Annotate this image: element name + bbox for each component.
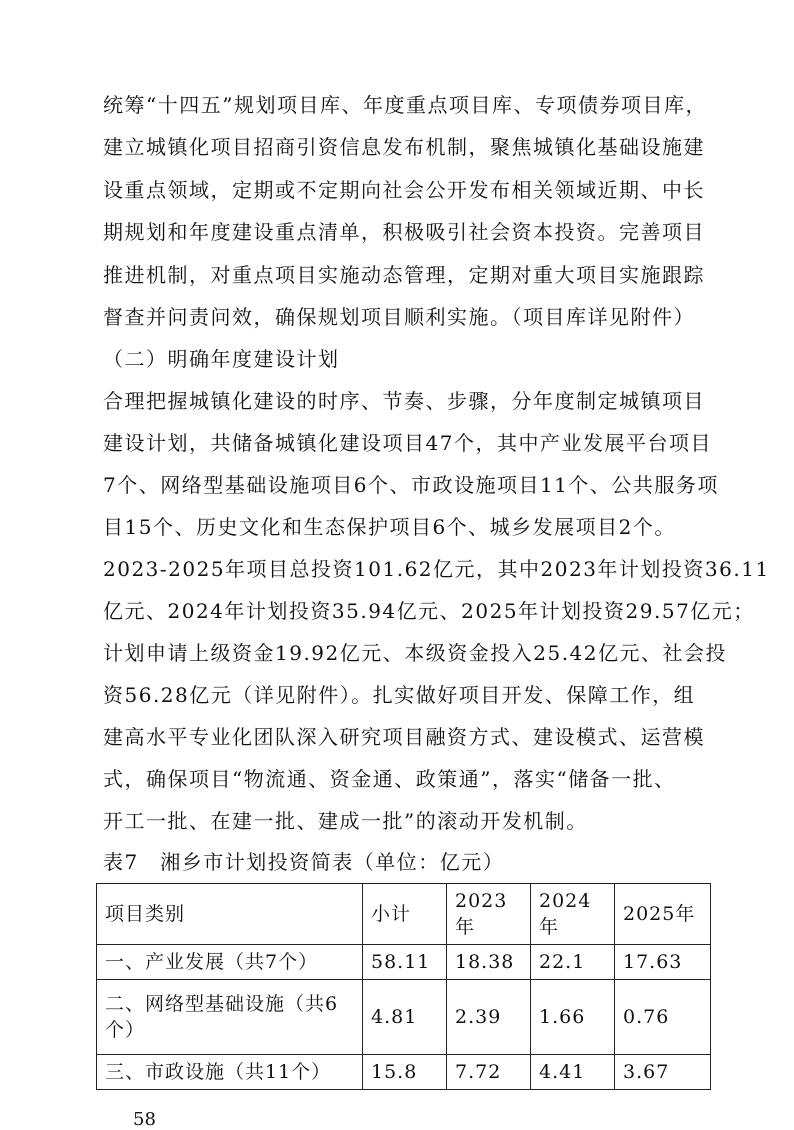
section-heading: （二）明确年度建设计划 [103, 347, 340, 371]
paragraph-line: 建立城镇化项目招商引资信息发布机制，聚焦城镇化基础设施建 [103, 135, 705, 159]
paragraph-line: 亿元、2024年计划投资35.94亿元、2025年计划投资29.57亿元； [103, 599, 755, 623]
paragraph-line: 7个、网络型基础设施项目6个、市政设施项目11个、公共服务项 [103, 473, 719, 497]
table-row [97, 1055, 711, 1090]
row-category: 三、市政设施（共11个） [97, 1055, 363, 1090]
row-subtotal: 15.8 [363, 1055, 447, 1090]
paragraph-line: 2023-2025年项目总投资101.62亿元，其中2023年计划投资36.11 [103, 557, 770, 581]
row-subtotal: 58.11 [363, 945, 447, 980]
row-2023: 2.39 [447, 980, 531, 1055]
paragraph-line: 式，确保项目“物流通、资金通、政策通”，落实“储备一批、 [103, 767, 676, 791]
table-caption: 表7 湘乡市计划投资简表（单位：亿元） [103, 850, 505, 874]
investment-table [96, 883, 711, 1090]
row-category: 一、产业发展（共7个） [97, 945, 363, 980]
row-2024: 1.66 [531, 980, 615, 1055]
paragraph-line: 督查并问责问效，确保规划项目顺利实施。（项目库详见附件） [103, 305, 695, 329]
paragraph-line: 期规划和年度建设重点清单，积极吸引社会资本投资。完善项目 [103, 220, 705, 244]
row-subtotal: 4.81 [363, 980, 447, 1055]
paragraph-line: 开工一批、在建一批、建成一批”的滚动开发机制。 [103, 809, 588, 833]
paragraph-line: 统筹“十四五”规划项目库、年度重点项目库、专项债券项目库， [103, 93, 707, 117]
paragraph-line: 合理把握城镇化建设的时序、节奏、步骤，分年度制定城镇项目 [103, 389, 705, 413]
header-2023: 2023年 [447, 884, 531, 945]
paragraph-line: 推进机制，对重点项目实施动态管理，定期对重大项目实施跟踪 [103, 263, 705, 287]
header-2024: 2024年 [531, 884, 615, 945]
header-category: 项目类别 [97, 884, 363, 945]
paragraph-line: 目15个、历史文化和生态保护项目6个、城乡发展项目2个。 [103, 515, 676, 539]
paragraph-line: 计划申请上级资金19.92亿元、本级资金投入25.42亿元、社会投 [103, 641, 728, 665]
paragraph-line: 建设计划，共储备城镇化建设项目47个，其中产业发展平台项目 [103, 431, 712, 455]
table-row [97, 945, 711, 980]
row-2024: 22.1 [531, 945, 615, 980]
row-2025: 3.67 [615, 1055, 711, 1090]
row-2025: 0.76 [615, 980, 711, 1055]
row-category: 二、网络型基础设施（共6个） [97, 980, 363, 1055]
table-header-row [97, 884, 711, 945]
row-2025: 17.63 [615, 945, 711, 980]
row-2024: 4.41 [531, 1055, 615, 1090]
row-2023: 18.38 [447, 945, 531, 980]
paragraph-line: 建高水平专业化团队深入研究项目融资方式、建设模式、运营模 [103, 725, 705, 749]
row-2023: 7.72 [447, 1055, 531, 1090]
header-2025: 2025年 [615, 884, 711, 945]
table-row [97, 980, 711, 1055]
page-number: 58 [133, 1109, 156, 1130]
header-subtotal: 小计 [363, 884, 447, 945]
paragraph-line: 资56.28亿元（详见附件）。扎实做好项目开发、保障工作，组 [103, 683, 696, 707]
paragraph-line: 设重点领域，定期或不定期向社会公开发布相关领域近期、中长 [103, 178, 705, 202]
